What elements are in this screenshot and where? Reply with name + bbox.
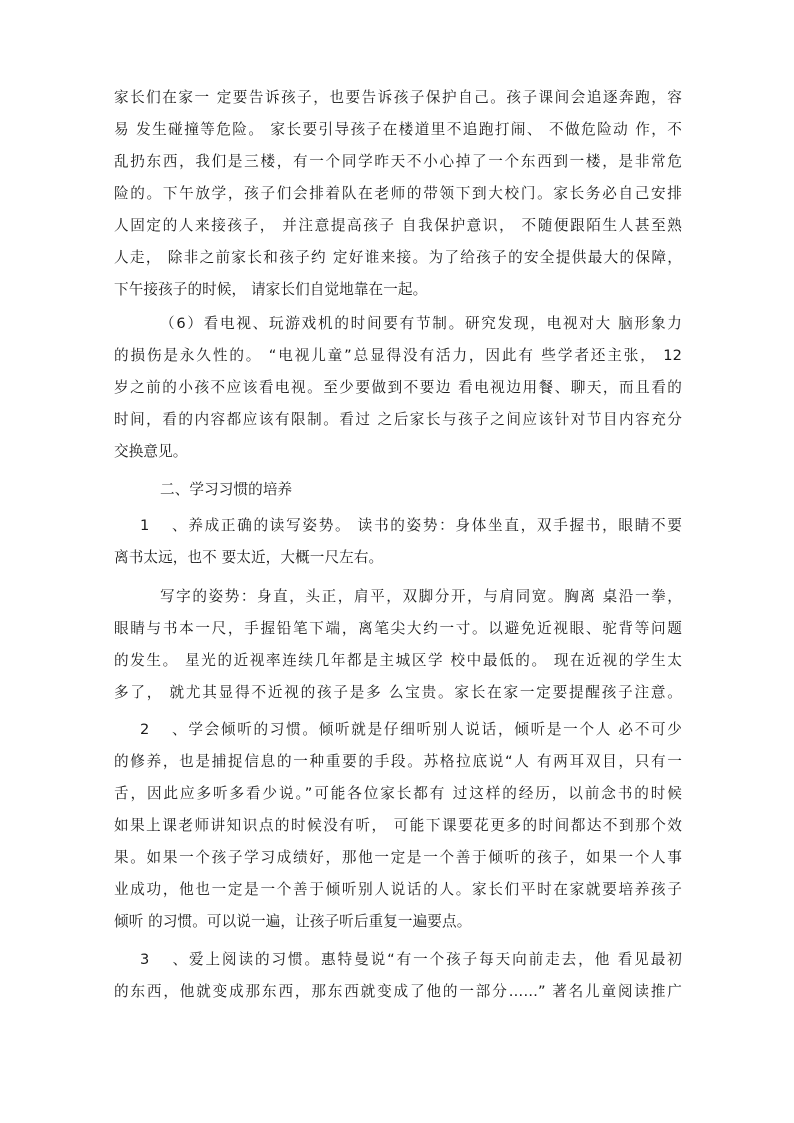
para1-line-6: 人走， 除非之前家长和孩子约 定好谁来接。为了给孩子的安全提供最大的保障，: [114, 249, 682, 266]
para2-line-4: 时间，看的内容都应该有限制。看过 之后家长与孩子之间应该针对节目内容充分: [114, 411, 682, 428]
item1-line-2: 离书太远，也不 要太近，大概一尺左右。: [114, 549, 384, 566]
para1-line-5: 人固定的人来接孩子， 并注意提高孩子 自我保护意识， 不随便跟陌生人甚至熟: [114, 217, 682, 234]
writing-line-2: 眼睛与书本一尺，手握铅笔下端，离笔尖大约一寸。以避免近视眼、驼背等问题: [114, 620, 682, 637]
para1-line-2: 易 发生碰撞等危险。 家长要引导孩子在楼道里不追跑打闹、 不做危险动 作，不: [114, 121, 682, 138]
item1-line-1: 1 、养成正确的读写姿势。 读书的姿势：身体坐直，双手握书，眼睛不要: [140, 517, 682, 534]
para1-line-4: 险的。下午放学，孩子们会排着队在老师的带领下到大校门。家长务必自己安排: [114, 185, 682, 202]
item3-line-1: 3 、爱上阅读的习惯。惠特曼说“有一个孩子每天向前走去，他 看见最初: [140, 951, 682, 968]
section-heading: 二、学习习惯的培养: [160, 481, 293, 498]
para2-line-2: 的损伤是永久性的。 “电视儿童”总显得没有活力，因此有 些学者还主张， 12: [114, 347, 682, 364]
item2-line-5: 果。如果一个孩子学习成绩好，那他一定是一个善于倾听的孩子，如果一个人事: [114, 849, 682, 866]
item2-line-1: 2 、学会倾听的习惯。倾听就是仔细听别人说话，倾听是一个人 必不可少: [140, 721, 682, 738]
para2-line-3: 岁之前的小孩不应该看电视。至少要做到不要边 看电视边用餐、聊天，而且看的: [114, 379, 682, 396]
item2-line-4: 如果上课老师讲知识点的时候没有听， 可能下课要花更多的时间都达不到那个效: [114, 817, 682, 834]
writing-line-3: 的发生。 星光的近视率连续几年都是主城区学 校中最低的。 现在近视的学生太: [114, 652, 682, 669]
writing-line-4: 多了， 就尤其显得不近视的孩子是多 么宝贵。家长在家一定要提醒孩子注意。: [114, 684, 682, 701]
para1-line-3: 乱扔东西，我们是三楼，有一个同学昨天不小心掉了一个东西到一楼，是非常危: [114, 153, 682, 170]
item2-line-2: 的修养，也是捕捉信息的一种重要的手段。苏格拉底说“人 有两耳双目，只有一: [114, 753, 682, 770]
item2-line-7: 倾听 的习惯。可以说一遍，让孩子听后重复一遍要点。: [114, 913, 472, 930]
item2-line-3: 舌，因此应多听多看少说。”可能各位家长都有 过这样的经历，以前念书的时候: [114, 785, 682, 802]
item2-line-6: 业成功，他也一定是一个善于倾听别人说话的人。家长们平时在家就要培养孩子: [114, 881, 682, 898]
para2-line-5: 交换意见。: [114, 443, 188, 460]
item3-line-2: 的东西，他就变成那东西，那东西就变成了他的一部分……” 著名儿童阅读推广: [114, 983, 682, 1000]
para2-line-1: （6）看电视、玩游戏机的时间要有节制。研究发现，电视对大 脑形象力: [160, 315, 682, 332]
para1-line-7: 下午接孩子的时候， 请家长们自觉地靠在一起。: [114, 281, 428, 298]
writing-line-1: 写字的姿势：身直，头正，肩平，双脚分开，与肩同宽。胸离 桌沿一拳，: [160, 588, 682, 605]
para1-line-1: 家长们在家一 定要告诉孩子，也要告诉孩子保护自己。孩子课间会追逐奔跑，容: [114, 89, 682, 106]
